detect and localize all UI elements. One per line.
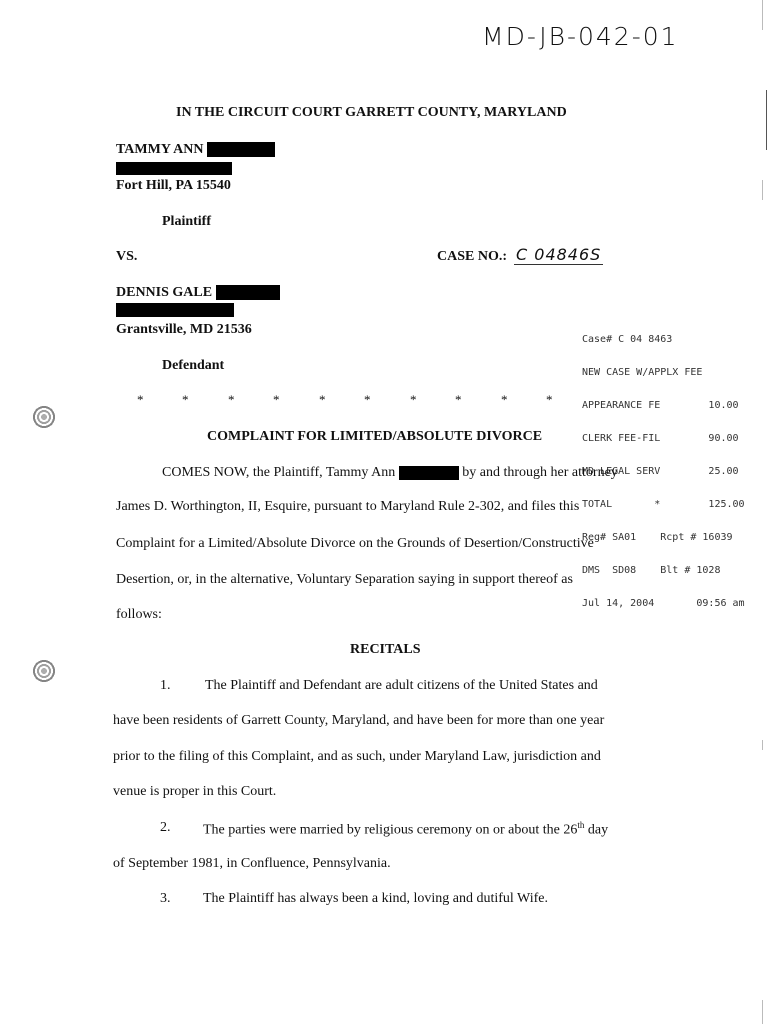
intro-line-1	[162, 465, 618, 481]
case-number-handwritten: C 04846S	[516, 245, 602, 264]
recital-1-line: have been residents of Garrett County, Maryland, and have been for more than one year	[113, 713, 605, 728]
defendant-city: Grantsville, MD 21536	[116, 322, 252, 337]
separator-star: *	[364, 392, 371, 407]
intro-text-part1: COMES NOW, the Plaintiff, Tammy Ann	[162, 465, 396, 480]
stamp-line: NEW CASE W/APPLX FEE	[582, 367, 703, 378]
binder-hole-mark	[31, 404, 57, 430]
intro-line-4: Desertion, or, in the alternative, Voluntary Separation saying in support thereof as	[116, 572, 573, 587]
complaint-title: COMPLAINT FOR LIMITED/ABSOLUTE DIVORCE	[207, 429, 543, 444]
separator-star: *	[546, 392, 553, 407]
recital-2-first-line	[203, 820, 608, 839]
plaintiff-surname-redaction-body	[399, 466, 459, 480]
case-number-label: CASE NO.:	[437, 249, 508, 264]
separator-star: *	[410, 392, 417, 407]
stamp-line: CLERK FEE-FIL 90.00	[582, 433, 739, 444]
recital-3-first-line: The Plaintiff has always been a kind, loving and dutiful Wife.	[203, 891, 548, 906]
recital-2-superscript: th	[577, 820, 585, 830]
plaintiff-street-redaction	[116, 162, 232, 175]
separator-star: *	[455, 392, 462, 407]
stamp-line: APPEARANCE FE 10.00	[582, 400, 739, 411]
stamp-line: TOTAL * 125.00	[582, 499, 745, 510]
court-title: IN THE CIRCUIT COURT GARRETT COUNTY, MARYLAND	[176, 105, 567, 120]
separator-star: *	[137, 392, 144, 407]
stamp-line: MD LEGAL SERV 25.00	[582, 466, 739, 477]
separator-star: *	[319, 392, 326, 407]
scan-edge-mark	[762, 180, 763, 200]
scan-edge-mark	[762, 0, 763, 30]
stamp-line: DMS SD08 Blt # 1028	[582, 565, 721, 576]
separator-star: *	[501, 392, 508, 407]
stamp-line: Jul 14, 2004 09:56 am	[582, 598, 745, 609]
versus-label: VS.	[116, 249, 138, 264]
recital-1-first-line: The Plaintiff and Defendant are adult citizens of the United States and	[205, 678, 598, 693]
intro-line-2: James D. Worthington, II, Esquire, pursuant to Maryland Rule 2-302, and files this	[116, 499, 580, 514]
defendant-role-label: Defendant	[162, 358, 225, 373]
recital-1-line: venue is proper in this Court.	[113, 784, 277, 799]
defendant-name-text: DENNIS GALE	[116, 285, 213, 300]
separator-star: *	[182, 392, 189, 407]
recital-1-number: 1.	[160, 678, 171, 693]
binder-hole-mark	[31, 658, 57, 684]
plaintiff-name-text: TAMMY ANN	[116, 142, 204, 157]
plaintiff-surname-redaction	[207, 142, 275, 157]
intro-line-3: Complaint for a Limited/Absolute Divorce on the Grounds of Desertion/Constructive	[116, 536, 594, 551]
separator-star: *	[273, 392, 280, 407]
recital-2-text-part2: day	[584, 822, 609, 838]
defendant-street-redaction	[116, 303, 234, 317]
defendant-surname-redaction	[216, 285, 280, 300]
recitals-heading: RECITALS	[350, 642, 421, 657]
scan-edge-mark	[762, 1000, 763, 1024]
separator-star: *	[228, 392, 235, 407]
recital-2-number: 2.	[160, 820, 171, 835]
scan-edge-mark	[762, 740, 763, 750]
plaintiff-role-label: Plaintiff	[162, 214, 211, 229]
scan-edge-mark	[766, 90, 767, 150]
stamp-line: Reg# SA01 Rcpt # 16039	[582, 532, 733, 543]
defendant-name	[116, 285, 280, 301]
plaintiff-name	[116, 142, 275, 158]
recital-1-line: prior to the filing of this Complaint, and as such, under Maryland Law, jurisdiction and	[113, 749, 601, 764]
recital-3-number: 3.	[160, 891, 171, 906]
stamp-line: Case# C 04 8463	[582, 334, 673, 345]
recital-2-text-part1: The parties were married by religious ceremony on or about the 26	[203, 822, 578, 838]
handwritten-document-id: MD-JB-042-01	[482, 22, 679, 51]
intro-text-part2: by and through her attorney	[462, 465, 618, 480]
recital-2-line: of September 1981, in Confluence, Pennsylvania.	[113, 856, 391, 871]
intro-line-5: follows:	[116, 607, 162, 622]
plaintiff-city: Fort Hill, PA 15540	[116, 178, 231, 193]
